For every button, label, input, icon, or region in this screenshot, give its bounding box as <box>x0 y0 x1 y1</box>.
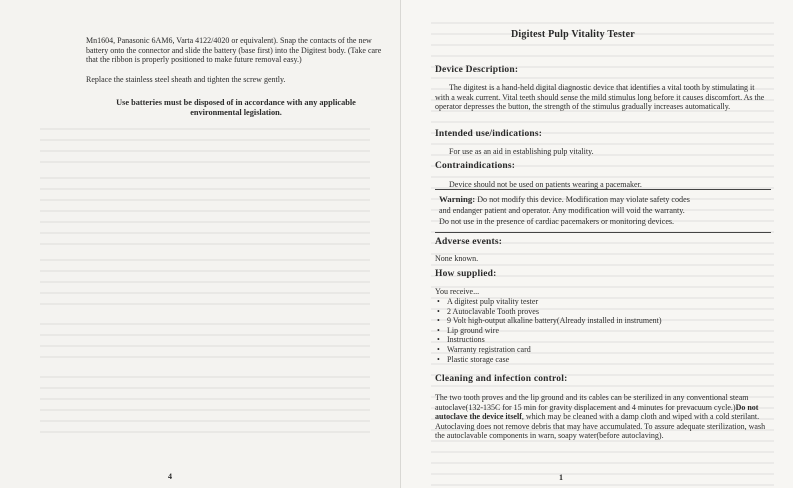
document-title: Digitest Pulp Vitality Tester <box>511 29 635 40</box>
list-item: • Warranty registration card <box>435 345 765 355</box>
warning-label: Warning: <box>439 194 476 204</box>
cleaning-autoclave-warning: Do not autoclave the device itself <box>435 402 759 422</box>
sheath-instructions: Replace the stainless steel sheath and tighten the screw gently. <box>86 75 286 84</box>
warning-box <box>439 194 775 227</box>
cleaning-text-a: The two tooth proves and the lip ground and its cables can be sterilized in any conventional steam autoclave(132-135C for 15 min for gravity displacement and 4 minutes for prevacuum cycle.) <box>435 393 749 412</box>
right-page <box>400 0 793 488</box>
list-item: • A digitest pulp vitality tester <box>435 297 765 307</box>
section-heading-contraindications: Contraindications: <box>435 161 516 171</box>
device-description-text: The digitest is a hand-held digital diagnostic device that identifies a vital tooth by stimulating it with a weak current. Vital teeth should sense the mild stimulus long before it causes discomfort. As the operator depresses the button, the strength of the stimulus gradually increases automatically. <box>435 83 765 112</box>
bleed-through-text <box>431 22 774 24</box>
intended-use-text: For use as an aid in establishing pulp vitality. <box>449 147 594 156</box>
list-item: • 9 Volt high-output alkaline battery(Already installed in instrument) <box>435 316 765 326</box>
cleaning-text <box>435 393 771 441</box>
section-heading-how-supplied: How supplied: <box>435 269 497 279</box>
cleaning-text-b: , which may be cleaned with a damp cloth and wiped with a cold sterilant. <box>521 412 760 422</box>
battery-disposal-notice: Use batteries must be disposed of in accordance with any applicable environmental legislation. <box>116 98 356 117</box>
page-number-left: 4 <box>168 472 172 481</box>
list-item: • 2 Autoclavable Tooth proves <box>435 307 765 317</box>
list-item: • Lip ground wire <box>435 326 765 336</box>
contraindications-text: Device should not be used on patients wearing a pacemaker. <box>449 180 642 189</box>
battery-instructions: Mn1604, Panasonic 6AM6, Varta 4122/4020 or equivalent). Snap the contacts of the new battery onto the connector and slide the battery (base first) into the Digitest body. (Take care that the ribbon is properly positioned to make future removal easy.) <box>86 36 382 65</box>
warning-top-rule <box>435 189 771 190</box>
page-number-right: 1 <box>559 473 563 482</box>
bleed-through-text <box>40 128 370 130</box>
adverse-events-text: None known. <box>435 254 479 263</box>
warning-line-1: Do not modify this device. Modification may violate safety codes <box>477 195 690 204</box>
list-item: • Instructions <box>435 335 765 345</box>
cleaning-text-c: Autoclaving does not remove debris that may have accumulated. To assure adequate sterilization, wash the autoclavable components in warn, soapy water(before autoclaving). <box>435 421 766 441</box>
warning-line-3: Do not use in the presence of cardiac pacemakers or monitoring devices. <box>439 217 675 226</box>
how-supplied-intro: You receive... <box>435 287 480 296</box>
supplied-items-list <box>435 297 765 364</box>
list-item: • Plastic storage case <box>435 355 765 365</box>
warning-line-2: and endanger patient and operator. Any modification will void the warranty. <box>439 206 685 215</box>
section-heading-cleaning: Cleaning and infection control: <box>435 374 568 384</box>
section-heading-device-description: Device Description: <box>435 65 519 75</box>
section-heading-adverse-events: Adverse events: <box>435 237 503 247</box>
warning-bottom-rule <box>435 232 771 233</box>
section-heading-intended-use: Intended use/indications: <box>435 129 543 139</box>
